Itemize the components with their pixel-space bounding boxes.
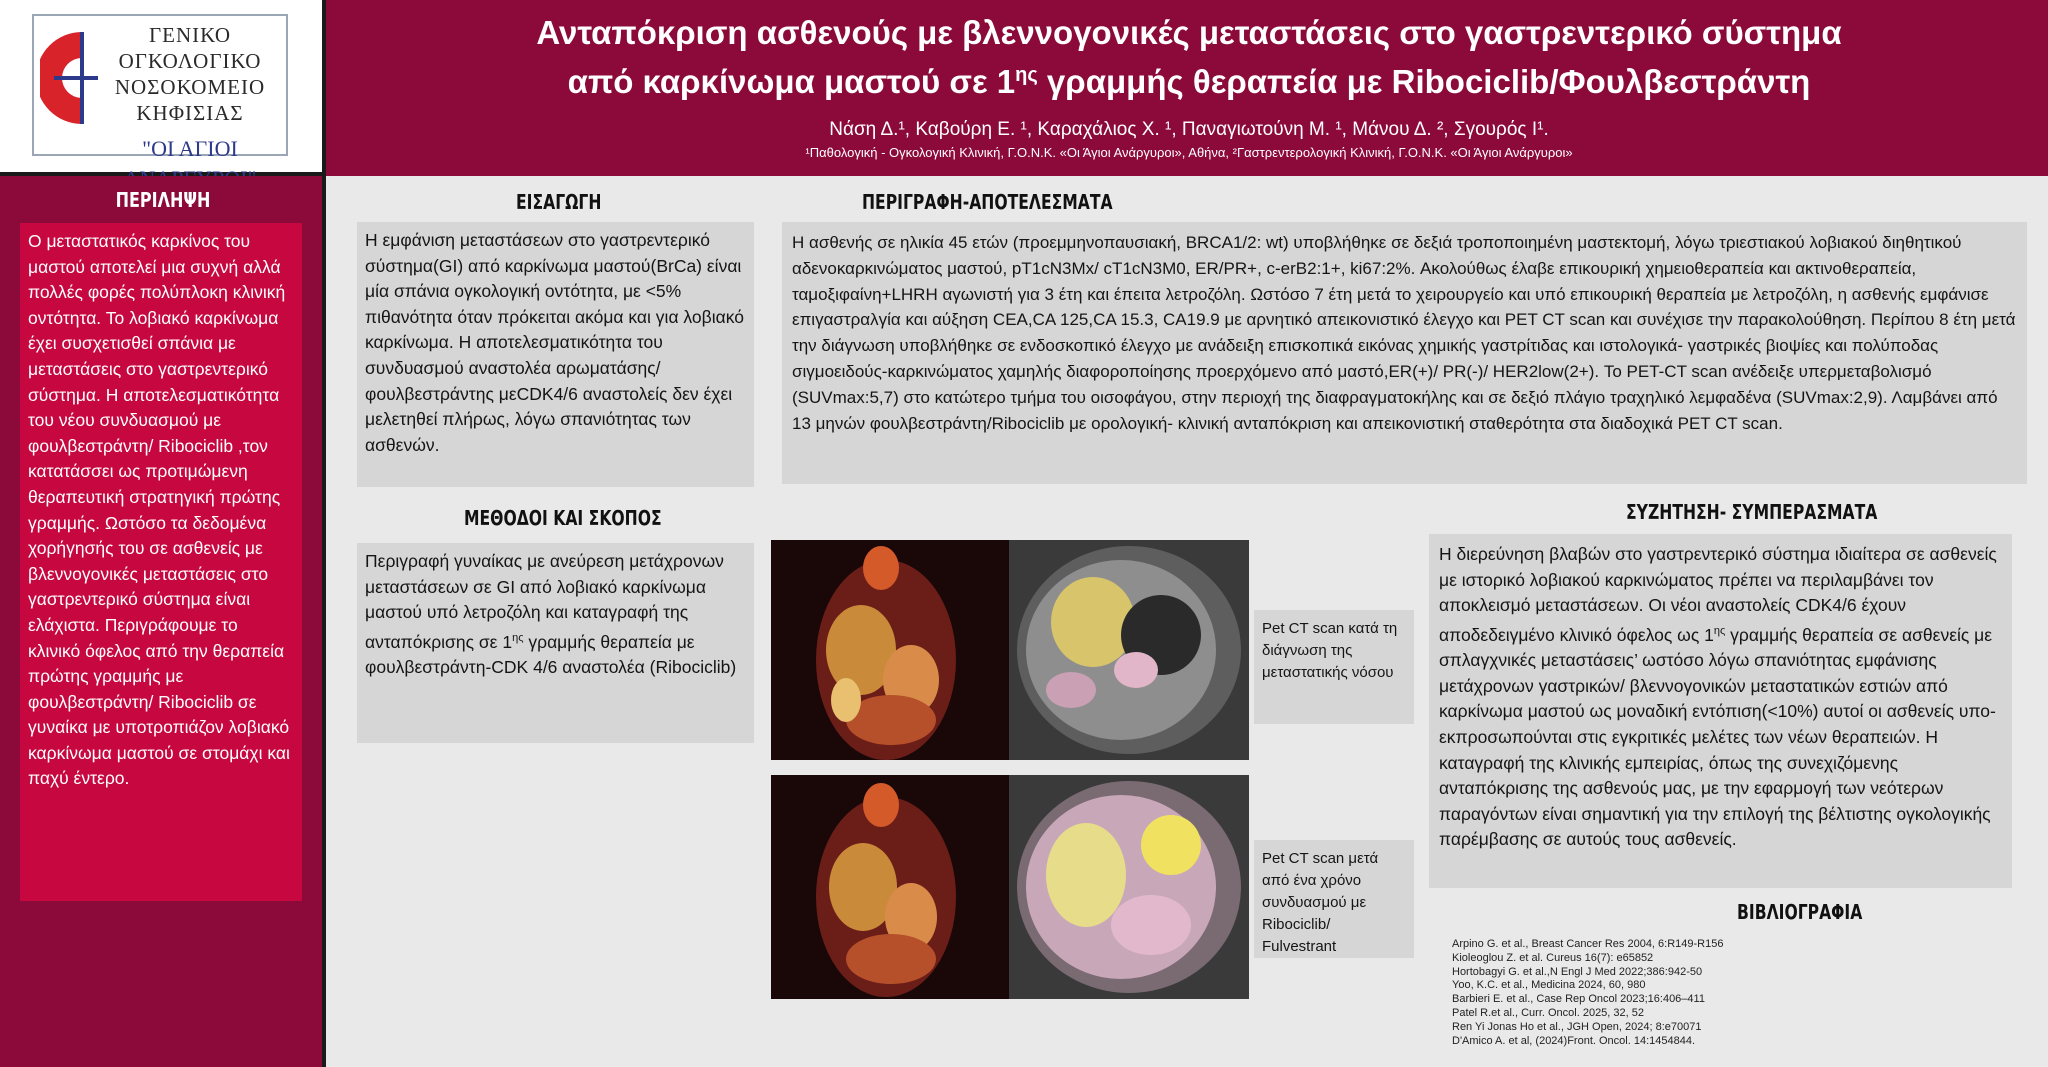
reference-item: Patel R.et al., Curr. Oncol. 2025, 32, 52 xyxy=(1452,1006,1644,1019)
description-heading: ΠΕΡΙΓΡΑΦΗ-ΑΠΟΤΕΛΕΣΜΑΤΑ xyxy=(862,190,1113,214)
pet-ct-scan-followup-image xyxy=(771,775,1249,999)
title-line-2-end: γραμμής θεραπεία με Ribociclib/Φουλβεστράντη xyxy=(1037,63,1811,100)
reference-item: Hortobagyi G. et al.,N Engl J Med 2022;386:942-50 xyxy=(1452,965,1703,978)
discussion-superscript: ης xyxy=(1713,624,1726,637)
reference-item: Kioleoglou Z. et al. Cureus 16(7): e65852 xyxy=(1452,951,1654,964)
title-line-2-start: από καρκίνωμα μαστού σε 1 xyxy=(567,63,1016,100)
summary-text: Ο μεταστατικός καρκίνος του μαστού αποτελεί μια συχνή αλλά πολλές φορές πολύπλοκη κλινική οντότητα. Το λοβιακό καρκίνωμα έχει συσχετισθεί σπάνια με μεταστάσεις στο γαστρεντερικό σύστημα. Η αποτελεσματικότητα του νέου συνδυασμού με φουλβεστράντη/ Ribociclib ,τον κατατάσσει ως προτιμώμενη θεραπευτική στρατηγική πρώτης γραμμής. Ωστόσο τα δεδομένα χορήγησής του σε ασθενείς με βλεννογονικές μεταστάσεις στο γαστρεντερικό σύστημα είναι ελάχιστα. Περιγράφουμε το κλινικό όφελος από την θεραπεία πρώτης γραμμής με φουλβεστράντη/ Ribociclib σε γυναίκα με υποτροπιάζον λοβιακό καρκίνωμα μαστού σε στομάχι και παχύ έντερο. xyxy=(20,223,302,901)
poster-title-line-1: Ανταπόκριση ασθενούς με βλεννογονικές μεταστάσεις στο γαστρεντερικό σύστημα xyxy=(536,14,1842,51)
discussion-heading: ΣΥΖΗΤΗΣΗ- ΣΥΜΠΕΡΑΣΜΑΤΑ xyxy=(1626,500,1878,524)
logo-line-1: ΓΕΝΙΚΟ ΟΓΚΟΛΟΓΙΚΟ xyxy=(118,23,262,73)
reference-item: D'Amico A. et al, (2024)Front. Oncol. 14:1454844. xyxy=(1452,1034,1696,1047)
methods-superscript: ης xyxy=(512,631,524,644)
logo-line-3: "ΟΙ ΑΓΙΟΙ xyxy=(142,136,238,161)
authors: Νάση Δ.¹, Καβούρη Ε. ¹, Καραχάλιος Χ. ¹, Παναγιωτούνη Μ. ¹, Μάνου Δ. ², Σγουρός Ι¹. xyxy=(829,119,1549,140)
title-area xyxy=(330,0,2048,176)
logo-line-2: ΝΟΣΟΚΟΜΕΙΟ ΚΗΦΙΣΙΑΣ xyxy=(114,75,266,125)
affiliations: ¹Παθολογική - Ογκολογική Κλινική, Γ.Ο.Ν.Κ. «Οι Άγιοι Ανάργυροι», Αθήνα, ²Γαστρεντερολογική Κλινική, Γ.Ο.Ν.Κ. «Οι Άγιοι Ανάργυροι» xyxy=(805,145,1573,160)
reference-item: Yoo, K.C. et al., Medicina 2024, 60, 980 xyxy=(1452,979,1646,992)
methods-text-start: Περιγραφή γυναίκας με ανεύρεση μετάχρονων μεταστάσεων σε GI από λοβιακό καρκίνωμα μαστού υπό λετροζόλη και καταγραφή της ανταπόκρισης σε 1 xyxy=(365,551,724,652)
reference-item: Arpino G. et al., Breast Cancer Res 2004, 6:R149-R156 xyxy=(1452,938,1724,950)
summary-sidebar xyxy=(0,176,326,1067)
methods-text xyxy=(357,543,754,743)
summary-heading: ΠΕΡΙΛΗΨΗ xyxy=(115,188,211,212)
pet-ct-scan-followup-illustration xyxy=(771,775,1249,999)
pet-ct-scan-diagnosis-illustration xyxy=(771,540,1249,760)
hospital-logo xyxy=(32,14,288,161)
intro-text: Η εμφάνιση μεταστάσεων στο γαστρεντερικό σύστημα(GI) από καρκίνωμα μαστού(BrCa) είναι μία σπάνια ογκολογική οντότητα, με <5% πιθανότητα όταν πρόκειται ακόμα και για λοβιακό καρκίνωμα. Η αποτελεσματικότητα του συνδυασμού αναστολέα αρωματάσης/ φουλβεστράντης μεCDK4/6 αναστολείς δεν έχει μελετηθεί πλήρως, λόγω σπανιότητας των ασθενών. xyxy=(357,222,754,487)
references-list xyxy=(1452,938,2012,1048)
pet-ct-caption-followup: Pet CT scan μετά από ένα χρόνο συνδυασμού με Ribociclib/ Fulvestrant xyxy=(1254,840,1414,958)
methods-text-end: γραμμής θεραπεία με φουλβεστράντη-CDK 4/6 αναστολέα (Ribociclib) xyxy=(365,631,737,678)
poster-title-line-2 xyxy=(330,54,2048,103)
title-superscript: ης xyxy=(1015,64,1038,86)
hospital-logo-mark-icon xyxy=(40,28,100,128)
discussion-text-start: Η διερεύνηση βλαβών στο γαστρεντερικό σύστημα ιδιαίτερα σε ασθενείς με ιστορικό λοβιακού καρκινώματος πρέπει να περιλαμβάνει τον αποκλεισμό μεταστάσεων. Οι νέοι αναστολείς CDK4/6 έχουν αποδεδειγμένο κλινικό όφελος ως 1 xyxy=(1439,544,1997,645)
discussion-text xyxy=(1429,534,2012,888)
intro-heading: ΕΙΣΑΓΩΓΗ xyxy=(516,190,602,214)
hospital-logo-text xyxy=(92,22,288,194)
description-text: Η ασθενής σε ηλικία 45 ετών (προεμμηνοπαυσιακή, BRCA1/2: wt) υποβλήθηκε σε δεξιά τροποποιημένη μαστεκτομή, λόγω τριεστιακού λοβιακού διηθητικού αδενοκαρκινώματος μαστού, pT1cN3Mx/ cT1cN3M0, ER/PR+, c-erB2:1+, ki67:2%. Ακολούθως έλαβε επικουρική χημειοθεραπεία και ακτινοθεραπεία, ταμοξιφαίνη+LHRH αγωνιστή για 3 έτη και έπειτα λετροζόλη. Ωστόσο 7 έτη μετά το χειρουργείο και υπό επικουρική θεραπεία με λετροζόλη, η ασθενής εμφάνισε επιγαστραλγία και αύξηση CEA,CA 125,CA 15.3, CA19.9 με αρνητικό απεικονιστικό έλεγχο και PET CT scan και συνέχισε την παρακολούθηση. Περίπου 8 έτη μετά την διάγνωση υποβλήθηκε σε ενδοσκοπικό έλεγχο με ανάδειξη επισκοπικά εικόνας χημικής γαστρίτιδας και ιστολογικά- γαστρικές βιοψίες και πολύποδας σιγμοειδούς-καρκινώματος χαμηλής διαφοροποίησης προερχόμενο από μαστό,ER(+)/ PR(-)/ HER2low(2+). Το PET-CT scan ανέδειξε υπερμεταβολισμό (SUVmax:5,7) στο κατώτερο τμήμα του οισοφάγου, στην περιοχή της διαφραγματοκήλης και σε δεξιό πλάγιο τραχηλικό λεμφαδένα (SUVmax:2,9). Λαμβάνει από 13 μηνών φουλβεστράντη/Ribociclib με ορολογική- κλινική ανταπόκριση και απεικονιστική σταθερότητα στα διαδοχικά PET CT scan. xyxy=(782,222,2027,484)
reference-item: Ren Yi Jonas Ho et al., JGH Open, 2024; 8:e70071 xyxy=(1452,1020,1702,1033)
pet-ct-scan-diagnosis-image xyxy=(771,540,1249,760)
methods-heading: ΜΕΘΟΔΟΙ ΚΑΙ ΣΚΟΠΟΣ xyxy=(464,506,662,530)
reference-item: Barbieri E. et al., Case Rep Oncol 2023;16:406–411 xyxy=(1452,993,1705,1006)
poster-title xyxy=(330,0,2048,103)
pet-ct-caption-diagnosis: Pet CT scan κατά τη διάγνωση της μεταστατικής νόσου xyxy=(1254,610,1414,724)
references-heading: ΒΙΒΛΙΟΓΡΑΦΙΑ xyxy=(1737,900,1863,924)
hospital-logo-panel xyxy=(0,0,326,176)
discussion-text-end: γραμμής θεραπεία σε ασθενείς με σπλαγχνικές μεταστάσεις’ ωστόσο λόγω σπανιότητας εμφάνισης μετάχρονων γαστρικών/ βλεννογονικών μεταστατικών εστιών από καρκίνωμα μαστού ως μοναδική εντόπιση(<10%) αυτοί οι ασθενείς υπο-εκπροσωπούνται στις εγκριτικές μελέτες των νέων θεραπειών. Η καταγραφή της κλινικής εμπειρίας, όπως της συνεχιζόμενης ανταπόκρισης της ασθενούς μας, με την εφαρμογή των νεότερων παραγόντων είναι σημαντική για την επιλογή της βέλτιστης ογκολογικής παρέμβασης σε αυτούς τους ασθενείς. xyxy=(1439,624,1996,850)
